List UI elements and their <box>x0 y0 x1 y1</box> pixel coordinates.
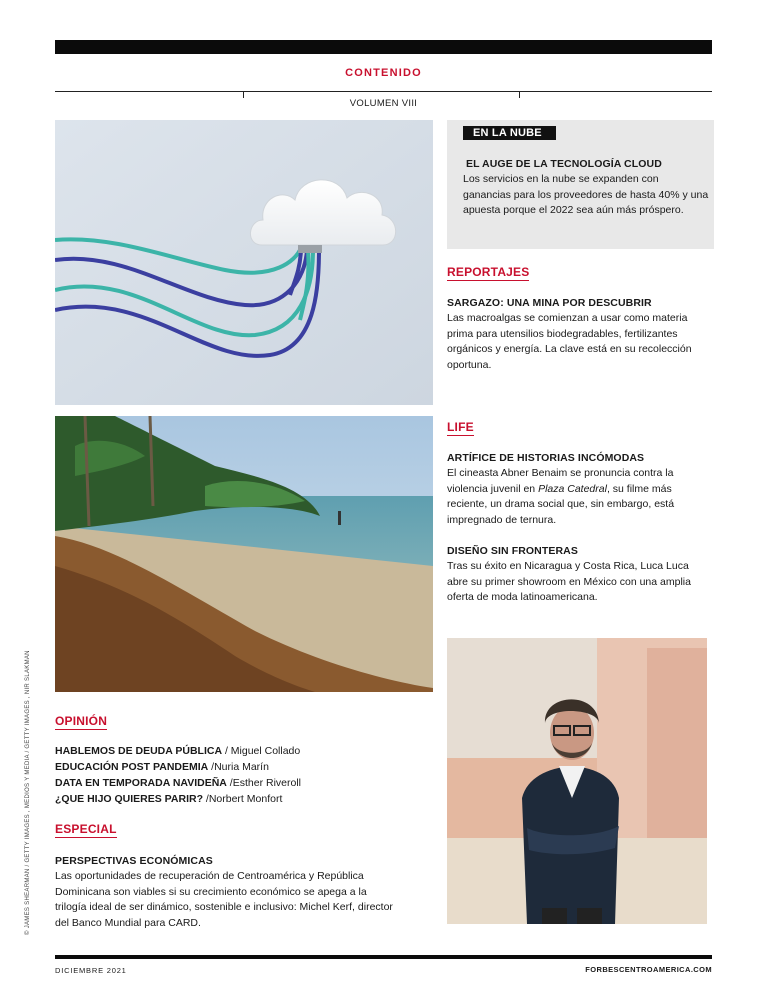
section-label: CONTENIDO <box>345 67 422 79</box>
opinion-author: /Norbert Monfort <box>203 793 283 805</box>
article-text-part: El cineasta Abner Benaim se pronuncia contra la violencia juvenil en <box>447 467 674 495</box>
film-title: Plaza Catedral <box>538 482 607 495</box>
opinion-item[interactable] <box>55 777 301 789</box>
article-text-part: , su filme más reciente, un drama social que, sin embargo, está impregnado de ternura. <box>447 482 675 526</box>
opinion-item[interactable] <box>55 761 269 773</box>
section-title-especial[interactable]: ESPECIAL <box>55 822 117 836</box>
site-link[interactable]: FORBESCENTROAMERICA.COM <box>585 965 712 974</box>
article-text: Tras su éxito en Nicaragua y Costa Rica, Luca Luca abre su primer showroom en México con una amplia oferta de moda latinoamericana. <box>447 560 691 603</box>
sargassum-beach-image <box>55 416 433 692</box>
cloud-image <box>55 120 433 405</box>
opinion-headline: EDUCACIÓN POST PANDEMIA <box>55 761 209 773</box>
opinion-headline: ¿QUE HIJO QUIERES PARIR? <box>55 793 203 805</box>
top-bar <box>55 40 712 54</box>
featured-box <box>447 120 714 249</box>
article-text <box>447 466 712 528</box>
portrait-image <box>447 638 707 924</box>
opinion-item[interactable] <box>55 793 282 805</box>
opinion-author: /Esther Riveroll <box>226 777 301 789</box>
bottom-bar <box>55 955 712 959</box>
featured-headline[interactable]: EL AUGE DE LA TECNOLOGÍA CLOUD <box>466 158 662 170</box>
featured-tag: EN LA NUBE <box>463 126 556 140</box>
article-headline[interactable]: ARTÍFICE DE HISTORIAS INCÓMODAS <box>447 452 645 464</box>
featured-text: Los servicios en la nube se expanden con ganancias para los proveedores de hasta 40% y una apuesta porque el 2022 sea aún más próspero. <box>463 173 709 216</box>
section-title-opinion[interactable]: OPINIÓN <box>55 714 108 728</box>
opinion-headline: DATA EN TEMPORADA NAVIDEÑA <box>55 777 227 789</box>
header-rule <box>55 91 712 92</box>
opinion-item[interactable] <box>55 745 300 757</box>
volume-label: VOLUMEN VIII <box>349 98 418 109</box>
article-headline[interactable]: DISEÑO SIN FRONTERAS <box>447 545 578 557</box>
opinion-headline: HABLEMOS DE DEUDA PÚBLICA <box>55 745 223 757</box>
article-headline[interactable]: PERSPECTIVAS ECONÓMICAS <box>55 855 213 867</box>
opinion-author: / Miguel Collado <box>222 745 301 757</box>
article-text: Las macroalgas se comienzan a usar como materia prima para utensilios biodegradables, fertilizantes orgánicos y energía. La clave está en su recolección oportuna. <box>447 312 692 371</box>
opinion-author: /Nuria Marín <box>208 761 269 773</box>
article-text: Las oportunidades de recuperación de Centroamérica y República Dominicana son viables si su crecimiento económico se apega a la trilogía ideal de ser dinámico, sostenible e inclusivo: Michel Kerf, director del Banco Mundial para CARD. <box>55 870 393 929</box>
header-tick <box>519 91 520 98</box>
article-headline[interactable]: SARGAZO: UNA MINA POR DESCUBRIR <box>447 297 652 309</box>
section-title-life[interactable]: LIFE <box>447 420 474 434</box>
photo-credit: © JAMES SHEARMAN / GETTY IMAGES , MEDIOS Y MEDIA / GETTY IMAGES , NIR SLAKMAN <box>25 650 31 935</box>
header-tick <box>243 91 244 98</box>
issue-date: DICIEMBRE 2021 <box>55 966 127 975</box>
section-title-reportajes[interactable]: REPORTAJES <box>447 265 530 279</box>
